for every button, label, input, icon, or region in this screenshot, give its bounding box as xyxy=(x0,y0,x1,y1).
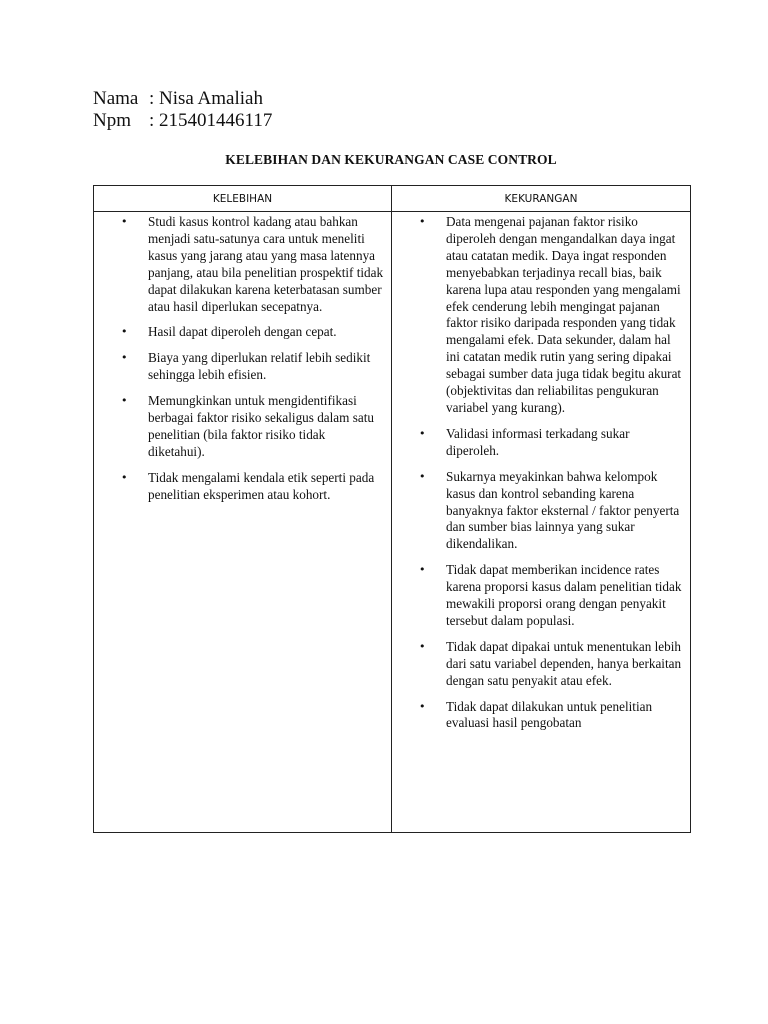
column-header-kelebihan: KELEBIHAN xyxy=(94,186,392,212)
name-row xyxy=(93,88,272,110)
column-header-kekurangan: KEKURANGAN xyxy=(392,186,691,212)
list-item: • Biaya yang diperlukan relatif lebih sedikit sehingga lebih efisien. xyxy=(94,350,385,384)
npm-row xyxy=(93,110,272,132)
list-item: • Memungkinkan untuk mengidentifikasi berbagai faktor risiko sekaligus dalam satu penelitian (bila faktor risiko tidak diketahui). xyxy=(94,393,385,461)
npm-value: : 215401446117 xyxy=(149,110,273,131)
list-item: • Tidak dapat dilakukan untuk penelitian evaluasi hasil pengobatan xyxy=(392,699,684,733)
list-item: • Hasil dapat diperoleh dengan cepat. xyxy=(94,324,385,341)
list-item: • Tidak dapat memberikan incidence rates karena proporsi kasus dalam penelitian tidak mewakili proporsi orang dengan penyakit tersebut dalam populasi. xyxy=(392,562,684,630)
kelebihan-list xyxy=(94,212,391,504)
table-body-row xyxy=(94,212,691,833)
name-label: Nama xyxy=(93,88,139,109)
list-item: • Tidak mengalami kendala etik seperti pada penelitian eksperimen atau kohort. xyxy=(94,470,385,504)
document-title: KELEBIHAN DAN KEKURANGAN CASE CONTROL xyxy=(225,152,557,167)
list-item: • Sukarnya meyakinkan bahwa kelompok kasus dan kontrol sebanding karena banyaknya faktor eksternal / faktor penyerta dan sumber bias lainnya yang sukar dikendalikan. xyxy=(392,469,684,554)
kelebihan-cell xyxy=(94,212,392,833)
student-info xyxy=(93,88,272,132)
table-header-row xyxy=(94,186,691,212)
name-value: : Nisa Amaliah xyxy=(149,88,263,109)
list-item: • Data mengenai pajanan faktor risiko diperoleh dengan mengandalkan daya ingat atau catatan medik. Daya ingat responden menyebabkan terjadinya recall bias, baik karena lupa atau responden yang mengalami efek cenderung lebih mengingat pajanan faktor risiko daripada responden yang tidak mengalami efek. Data sekunder, dalam hal ini catatan medik rutin yang sering dipakai sebagai sumber data juga tidak begitu akurat (objektivitas dan reliabilitas pengukuran variabel yang kurang). xyxy=(392,214,684,417)
list-item: • Tidak dapat dipakai untuk menentukan lebih dari satu variabel dependen, hanya berkaitan dengan satu penyakit atau efek. xyxy=(392,639,684,690)
list-item: • Validasi informasi terkadang sukar diperoleh. xyxy=(392,426,684,460)
list-item: • Studi kasus kontrol kadang atau bahkan menjadi satu-satunya cara untuk meneliti kasus yang jarang atau yang masa latennya panjang, atau bila penelitian prospektif tidak dapat dilakukan karena keterbatasan sumber atau hasil diperlukan secepatnya. xyxy=(94,214,385,315)
comparison-table xyxy=(93,185,691,833)
npm-label: Npm xyxy=(93,110,131,131)
kekurangan-cell xyxy=(392,212,691,833)
kekurangan-list xyxy=(392,212,690,732)
